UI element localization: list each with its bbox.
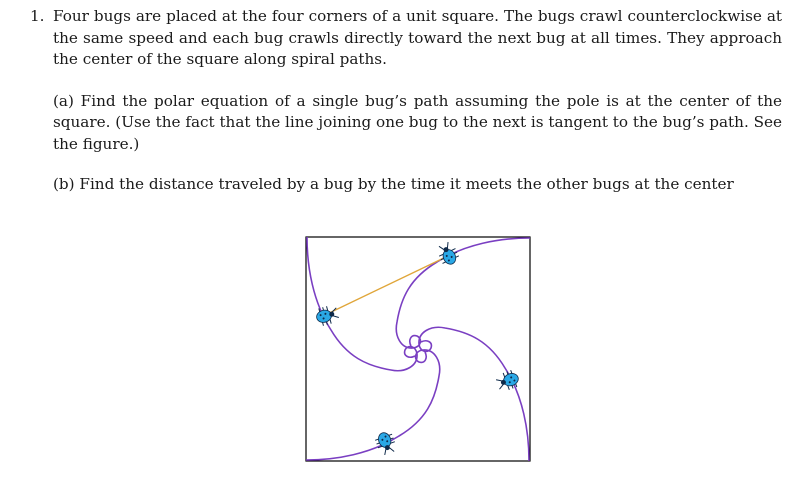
problem-number: 1. [30, 7, 45, 25]
bug-icon [374, 430, 398, 456]
bug-icon [314, 304, 339, 327]
tangent-line [325, 256, 448, 315]
problem-1 [30, 6, 782, 196]
spiral-path [307, 237, 417, 371]
spiral-path [419, 327, 529, 461]
bug-icon [435, 240, 460, 267]
figure-svg [305, 236, 531, 462]
spiral-path [306, 350, 440, 460]
part-b: (b) Find the distance traveled by a bug by the time it meets the other bugs at the center [53, 175, 734, 193]
problem-intro: Four bugs are placed at the four corners of a unit square. The bugs crawl counterclockwise at the same speed and each bug crawls directly toward the next bug at all times. They approach the center of the square along spiral paths. [53, 7, 782, 68]
part-a: (a) Find the polar equation of a single bug’s path assuming the pole is at the center of the square. (Use the fact that the line joining one bug to the next is tangent to the bug’s path. See the figure.) [53, 91, 782, 153]
spiral-figure [305, 236, 531, 462]
spiral-path [396, 238, 530, 348]
